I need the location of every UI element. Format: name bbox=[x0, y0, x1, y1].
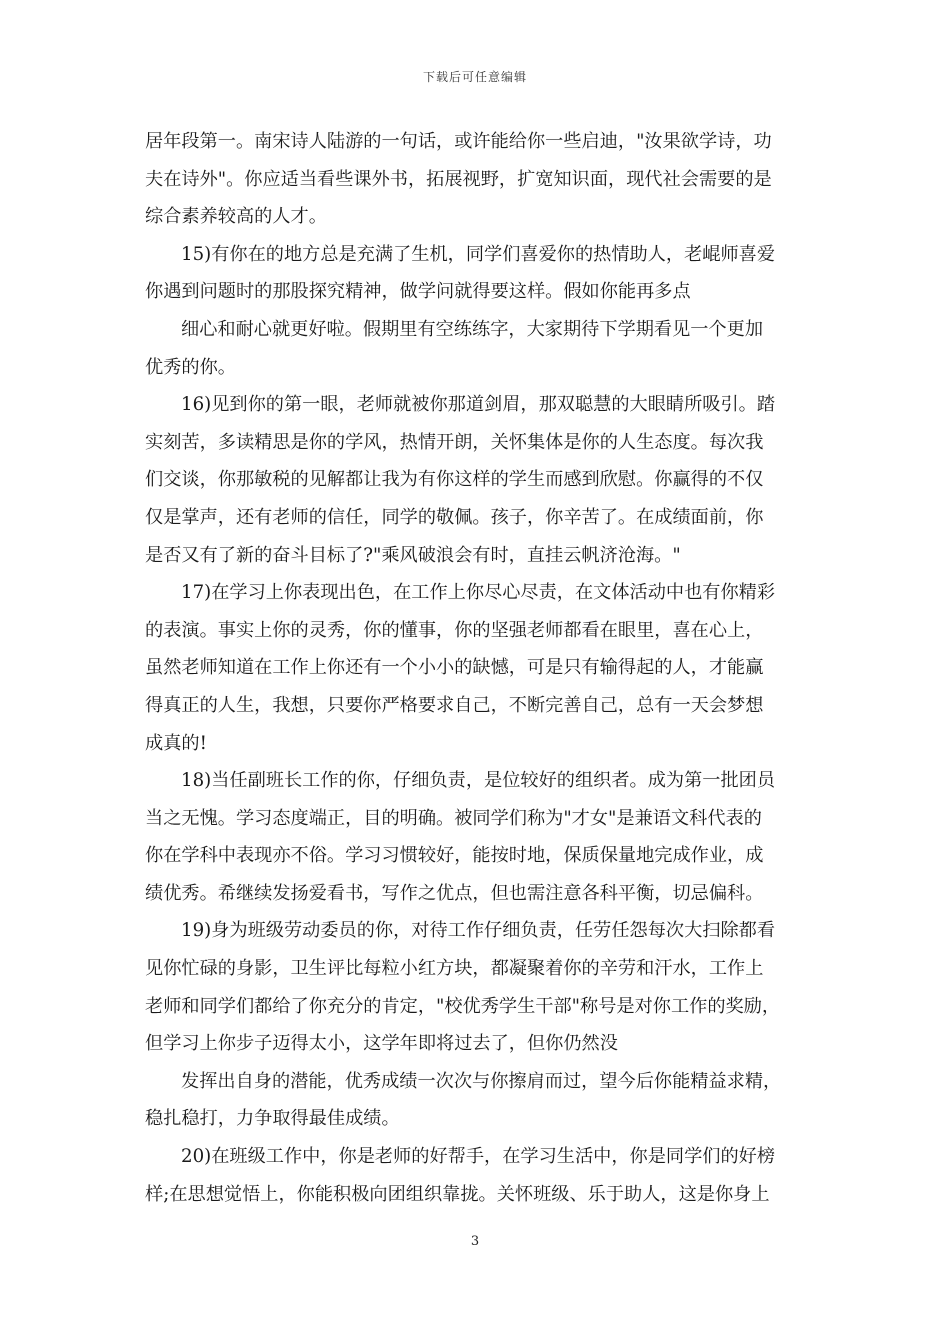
text-line: 16)见到你的第一眼，老师就被你那道剑眉，那双聪慧的大眼睛所吸引。踏 bbox=[181, 394, 776, 416]
document-body bbox=[145, 123, 813, 1213]
text-line: 居年段第一。南宋诗人陆游的一句话，或许能给你一些启迪，"汝果欲学诗，功 bbox=[145, 131, 772, 152]
text-line: 20)在班级工作中，你是老师的好帮手，在学习生活中，你是同学们的好榜 bbox=[181, 1146, 776, 1168]
text-line: 样;在思想觉悟上，你能积极向团组织靠拢。关怀班级、乐于助人，这是你身上 bbox=[145, 1183, 770, 1205]
page-number: 3 bbox=[470, 1234, 480, 1249]
text-line: 稳扎稳打，力争取得最佳成绩。 bbox=[145, 1108, 400, 1130]
text-line: 综合素养较高的人才。 bbox=[145, 206, 327, 228]
text-line: 当之无愧。学习态度端正，目的明确。被同学们称为"才女"是兼语文科代表的 bbox=[145, 807, 762, 829]
text-line: 17)在学习上你表现出色，在工作上你尽心尽责，在文体活动中也有你精彩 bbox=[181, 582, 776, 604]
text-line: 绩优秀。希继续发扬爱看书，写作之优点，但也需注意各科平衡，切忌偏科。 bbox=[145, 882, 764, 904]
text-line: 成真的! bbox=[145, 732, 207, 754]
text-line: 优秀的你。 bbox=[145, 356, 236, 378]
text-line: 实刻苦，多读精思是你的学风，热情开朗，关怀集体是你的人生态度。每次我 bbox=[145, 431, 764, 453]
text-line: 你在学科中表现亦不俗。学习习惯较好，能按时地，保质保量地完成作业，成 bbox=[145, 845, 764, 867]
text-line: 们交谈，你那敏税的见解都让我为有你这样的学生而感到欣慰。你赢得的不仅 bbox=[145, 469, 764, 491]
text-line: 细心和耐心就更好啦。假期里有空练练字，大家期待下学期看见一个更加 bbox=[181, 318, 764, 340]
text-line: 得真正的人生，我想，只要你严格要求自己，不断完善自己，总有一天会梦想 bbox=[145, 694, 764, 716]
text-line: 老师和同学们都给了你充分的肯定，"校优秀学生干部"称号是对你工作的奖励， bbox=[145, 995, 781, 1017]
text-line: 但学习上你步子迈得太小，这学年即将过去了，但你仍然没 bbox=[145, 1033, 618, 1055]
text-line: 仅是掌声，还有老师的信任，同学的敬佩。孩子，你辛苦了。在成绩面前，你 bbox=[145, 506, 764, 528]
page-header: 下载后可任意编辑 bbox=[422, 70, 527, 84]
text-line: 见你忙碌的身影，卫生评比每粒小红方块，都凝聚着你的辛劳和汗水，工作上 bbox=[145, 958, 764, 980]
text-line: 发挥出自身的潜能，优秀成绩一次次与你擦肩而过，望今后你能精益求精， bbox=[181, 1070, 782, 1092]
text-line: 18)当任副班长工作的你，仔细负责，是位较好的组织者。成为第一批团员 bbox=[181, 770, 776, 792]
text-line: 虽然老师知道在工作上你还有一个小小的缺憾，可是只有输得起的人，才能赢 bbox=[145, 657, 764, 679]
text-line: 的表演。事实上你的灵秀，你的懂事，你的坚强老师都看在眼里，喜在心上， bbox=[145, 619, 764, 641]
text-line: 是否又有了新的奋斗目标了?"乘风破浪会有时，直挂云帆济沧海。" bbox=[145, 544, 681, 566]
text-line: 夫在诗外"。你应适当看些课外书，拓展视野，扩宽知识面，现代社会需要的是 bbox=[145, 168, 772, 190]
text-line: 你遇到问题时的那股探究精神，做学问就得要这样。假如你能再多点 bbox=[145, 281, 691, 303]
text-line: 19)身为班级劳动委员的你，对待工作仔细负责，任劳任怨每次大扫除都看 bbox=[181, 920, 776, 942]
text-line: 15)有你在的地方总是充满了生机，同学们喜爱你的热情助人，老崐师喜爱 bbox=[181, 243, 776, 265]
